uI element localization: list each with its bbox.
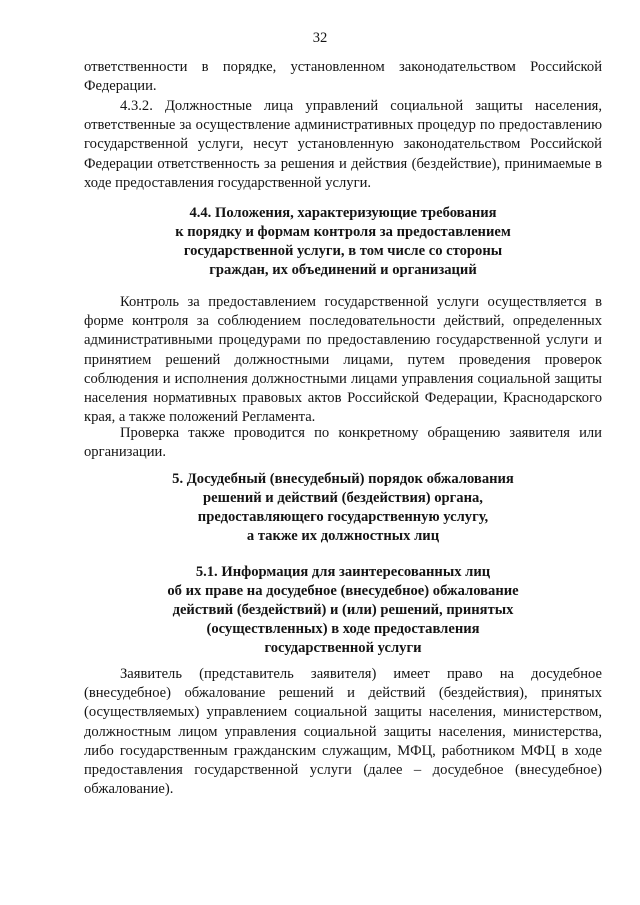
heading-line: 4.4. Положения, характеризующие требования (189, 205, 497, 221)
heading-line: государственной услуги (264, 640, 422, 656)
heading-line: а также их должностных лиц (246, 528, 440, 544)
heading-line: 5. Досудебный (внесудебный) порядок обжалования (172, 471, 514, 487)
paragraph-text: Проверка также проводится по конкретному обращению заявителя или организации. (84, 425, 602, 461)
heading-line: (осуществленных) в ходе предоставления (206, 621, 480, 637)
paragraph-text: Заявитель (представитель заявителя) имеет право на досудебное (внесудебное) обжалование решений и действий (бездействия), принятых (осуществляемых) управлением социальной защиты населения, министерством, должностным лицом управления социальной защиты населения, министерства, либо государственным гражданским служащим, МФЦ, работником МФЦ в ходе предоставления государственной услуги (далее – досудебное (внесудебное) обжалование). (84, 666, 602, 798)
heading-line: решений и действий (бездействия) органа, (203, 490, 483, 506)
heading-line: 5.1. Информация для заинтересованных лиц (195, 564, 491, 580)
paragraph-4-3-2 (84, 97, 602, 193)
heading-4-4 (84, 204, 602, 280)
heading-line: к порядку и формам контроля за предоставлением (175, 224, 511, 240)
heading-line: действий (бездействий) и (или) решений, принятых (172, 602, 514, 618)
paragraph-control (84, 293, 602, 427)
heading-5-1 (84, 563, 602, 658)
heading-line: граждан, их объединений и организаций (209, 262, 477, 278)
paragraph-text: Контроль за предоставлением государственной услуги осуществляется в форме контроля за соблюдением последовательности действий, определенных административными процедурами по предоставлению государственной услуги и принятием решений должностными лицами, путем проведения проверок соблюдения и исполнения должностными лицами управления социальной защиты населения нормативных правовых актов Российской Федерации, Краснодарского края, а также положений Регламента. (84, 294, 602, 426)
paragraph-applicant-right (84, 665, 602, 799)
heading-line: об их праве на досудебное (внесудебное) обжалование (167, 583, 519, 599)
heading-5 (84, 470, 602, 546)
page-number: 32 (312, 30, 328, 46)
paragraph-continuation (84, 58, 602, 96)
heading-line: государственной услуги, в том числе со стороны (183, 243, 503, 259)
paragraph-text: ответственности в порядке, установленном законодательством Российской Федерации. (84, 59, 602, 95)
heading-line: предоставляющего государственную услугу, (197, 509, 489, 525)
paragraph-verification (84, 424, 602, 462)
paragraph-text: 4.3.2. Должностные лица управлений социальной защиты населения, ответственные за осуществление административных процедур по предоставлению государственной услуги, несут установленную законодательством Российской Федерации ответственность за решения и действия (бездействие), принимаемые в ходе предоставления государственной услуги. (84, 98, 602, 191)
